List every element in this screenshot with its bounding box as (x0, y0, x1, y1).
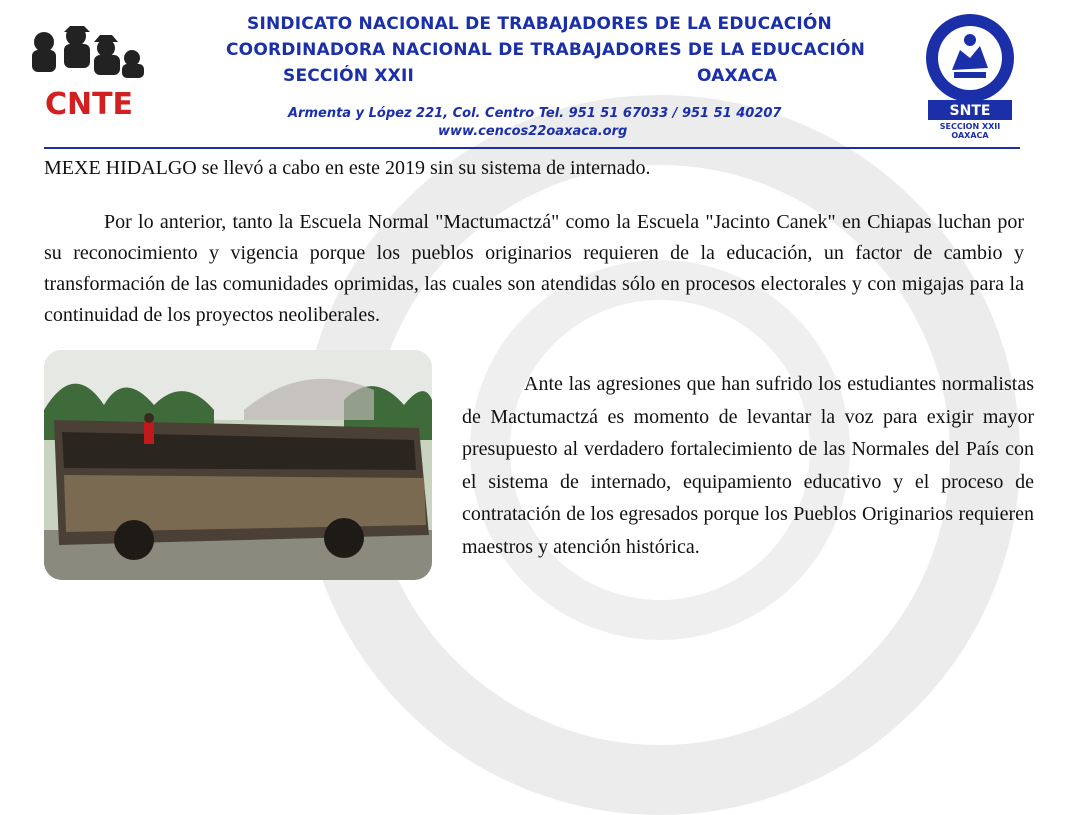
union-name: SINDICATO NACIONAL DE TRABAJADORES DE LA EDUCACIÓN (247, 14, 832, 34)
paragraph-chiapas: Por lo anterior, tanto la Escuela Normal "Mactumactzá" como la Escuela "Jacinto Canek" en Chiapas luchan por su reconocimiento y vigencia porque los pueblos originarios requieren de la educación, un factor de cambio y transformación de las comunidades oprimidas, las cuales son atendidas sólo en procesos electorales y con migajas para la continuidad de los proyectos neoliberales. (44, 211, 1024, 326)
snte-logo-section: SECCION XXII (939, 122, 1001, 131)
paragraph-continuation: MEXE HIDALGO se llevó a cabo en este 2019 sin su sistema de internado. (44, 157, 651, 179)
snte-logo (920, 10, 1020, 140)
cnte-logo (14, 22, 164, 122)
section-label: SECCIÓN XXII (283, 66, 414, 86)
burned-bus-photo (44, 350, 432, 580)
website-link[interactable]: www.cencos22oaxaca.org (438, 124, 628, 139)
state-label: OAXACA (697, 66, 778, 86)
cnte-logo-text: CNTE (44, 87, 134, 122)
header-divider (44, 147, 1020, 149)
letterhead (0, 0, 1068, 150)
snte-logo-text: SNTE (949, 103, 991, 119)
paragraph-demand: Ante las agresiones que han sufrido los estudiantes normalistas de Mactumactzá es momento de levantar la voz para exigir mayor presupuesto al verdadero fortalecimiento de las Normales del País con el sistema de internado, equipamiento educativo y el proceso de contratación de los egresados porque los Pueblos Originarios requieren maestros y atención histórica. (462, 373, 1034, 558)
address-line: Armenta y López 221, Col. Centro Tel. 951 51 67033 / 951 51 40207 (288, 106, 782, 121)
coordinator-name: COORDINADORA NACIONAL DE TRABAJADORES DE LA EDUCACIÓN (226, 40, 866, 60)
snte-logo-state: OAXACA (951, 131, 989, 140)
